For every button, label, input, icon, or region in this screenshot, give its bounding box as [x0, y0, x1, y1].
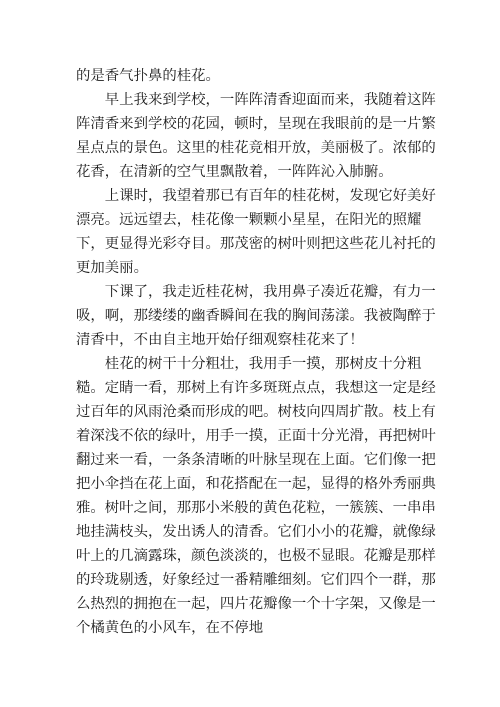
body-text: [76, 64, 436, 640]
paragraph-4: 下课了，我走近桂花树，我用鼻子凑近花瓣，有力一吸，啊，那缕缕的幽香瞬间在我的胸间荡漾。我被陶醉于清香中，不由自主地开始仔细观察桂花来了！: [76, 284, 436, 348]
paragraph-2: 早上我来到学校，一阵阵清香迎面而来，我随着这阵阵清香来到学校的花园，顿时，呈现在我眼前的是一片繁星点点的景色。这里的桂花竞相开放，美丽极了。浓郁的花香，在清新的空气里飘散着，一阵阵沁入肺腑。: [76, 92, 436, 180]
paragraph-3: 上课时，我望着那已有百年的桂花树，发现它好美好漂亮。远远望去，桂花像一颗颗小星星，在阳光的照耀下，更显得光彩夺目。那茂密的树叶则把这些花儿衬托的更加美丽。: [76, 188, 436, 276]
paragraph-5: 桂花的树干十分粗壮，我用手一摸，那树皮十分粗糙。定睛一看，那树上有许多斑斑点点，我想这一定是经过百年的风雨沧桑而形成的吧。树枝向四周扩散。枝上有着深浅不依的绿叶，用手一摸，正面十分光滑，再把树叶翻过来一看，一条条清晰的叶脉呈现在上面。它们像一把把小伞挡在花上面，和花搭配在一起，显得的格外秀丽典雅。树叶之间，那那小米般的黄色花粒，一簇簇、一串串地挂满枝头，发出诱人的清香。它们小小的花瓣，就像绿叶上的几滴露珠，颜色淡淡的，也极不显眼。花瓣是那样的玲珑剔透，好象经过一番精雕细刻。它们四个一群，那么热烈的拥抱在一起，四片花瓣像一个十字架，又像是一个橘黄色的小风车，在不停地: [76, 356, 436, 636]
paragraph-1: 的是香气扑鼻的桂花。: [76, 68, 220, 84]
